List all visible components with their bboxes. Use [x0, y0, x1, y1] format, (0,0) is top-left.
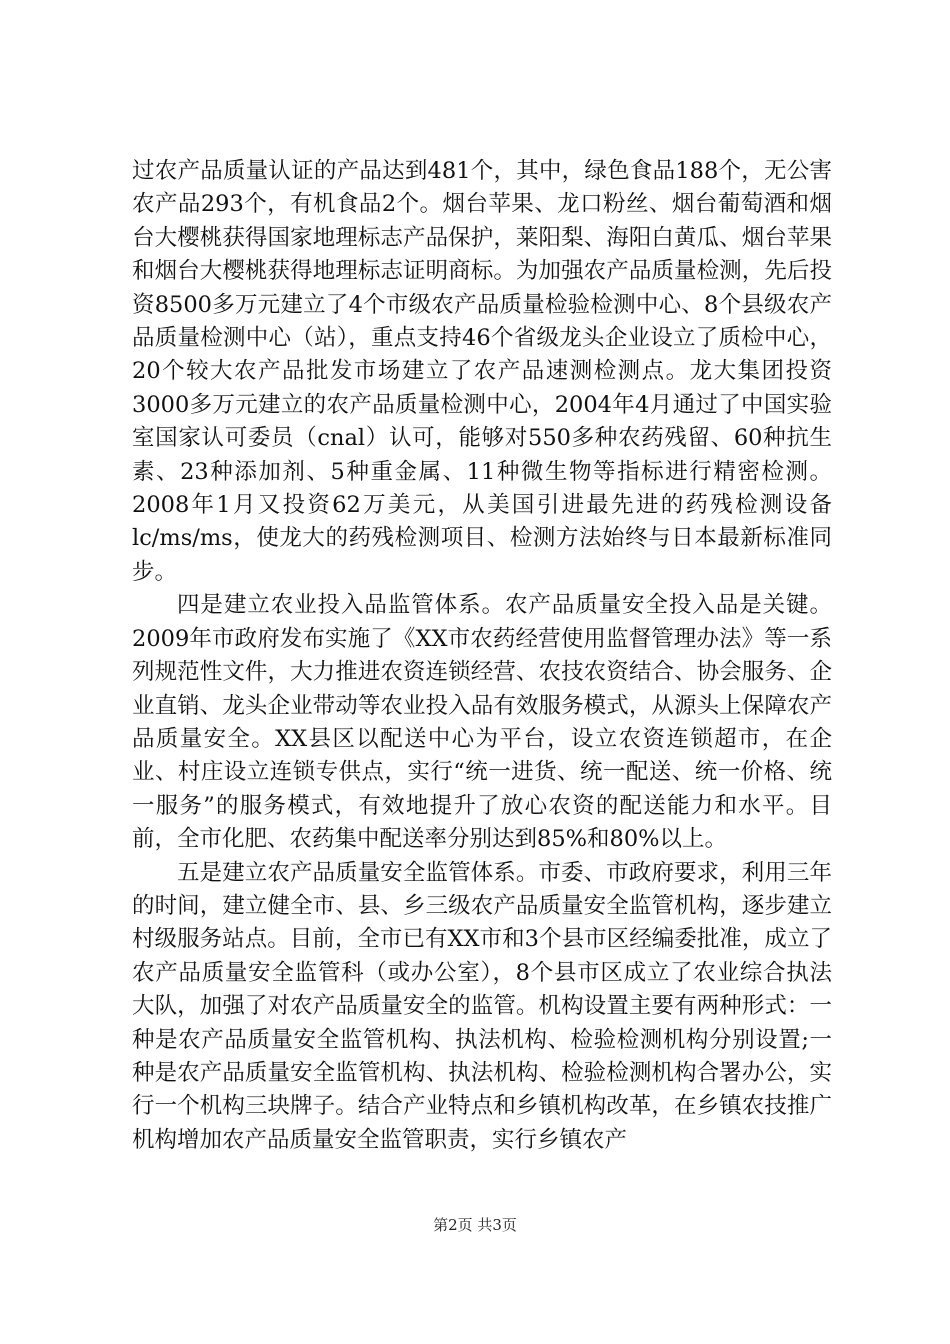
- paragraph-quality-supervision: 五是建立农产品质量安全监管体系。市委、市政府要求，利用三年的时间，建立健全市、县、乡三级农产品质量安全监管机构，逐步建立村级服务站点。目前，全市已有XX市和3个县市区经编委批准，成立了农产品质量安全监管科（或办公室），8个县市区成立了农业综合执法大队，加强了对农产品质量安全的监管。机构设置主要有两种形式：一种是农产品质量安全监管机构、执法机构、检验检测机构分别设置;一种是农产品质量安全监管机构、执法机构、检验检测机构合署办公，实行一个机构三块牌子。结合产业特点和乡镇机构改革，在乡镇农技推广机构增加农产品质量安全监管职责，实行乡镇农产: [132, 859, 832, 1153]
- document-body: [132, 155, 832, 1157]
- paragraph-certification: 过农产品质量认证的产品达到481个，其中，绿色食品188个，无公害农产品293个，有机食品2个。烟台苹果、龙口粉丝、烟台葡萄酒和烟台大樱桃获得国家地理标志产品保护，莱阳梨、海阳白黄瓜、烟台苹果和烟台大樱桃获得地理标志证明商标。为加强农产品质量检测，先后投资8500多万元建立了4个市级农产品质量检验检测中心、8个县级农产品质量检测中心（站），重点支持46个省级龙头企业设立了质检中心，20个较大农产品批发市场建立了农产品速测检测点。龙大集团投资3000多万元建立的农产品质量检测中心，2004年4月通过了中国实验室国家认可委员（cnal）认可，能够对550多种农药残留、60种抗生素、23种添加剂、5种重金属、11种微生物等指标进行精密检测。2008年1月又投资62万美元，从美国引进最先进的药残检测设备lc/ms/ms，使龙大的药残检测项目、检测方法始终与日本最新标准同步。: [132, 158, 832, 585]
- page-number-footer: 第2页 共3页: [433, 1216, 517, 1234]
- paragraph-input-supervision: 四是建立农业投入品监管体系。农产品质量安全投入品是关键。2009年市政府发布实施了《XX市农药经营使用监督管理办法》等一系列规范性文件，大力推进农资连锁经营、农技农资结合、协会服务、企业直销、龙头企业带动等农业投入品有效服务模式，从源头上保障农产品质量安全。XX县区以配送中心为平台，设立农资连锁超市，在企业、村庄设立连锁专供点，实行“统一进货、统一配送、统一价格、统一服务”的服务模式，有效地提升了放心农资的配送能力和水平。目前，全市化肥、农药集中配送率分别达到85%和80%以上。: [132, 592, 832, 853]
